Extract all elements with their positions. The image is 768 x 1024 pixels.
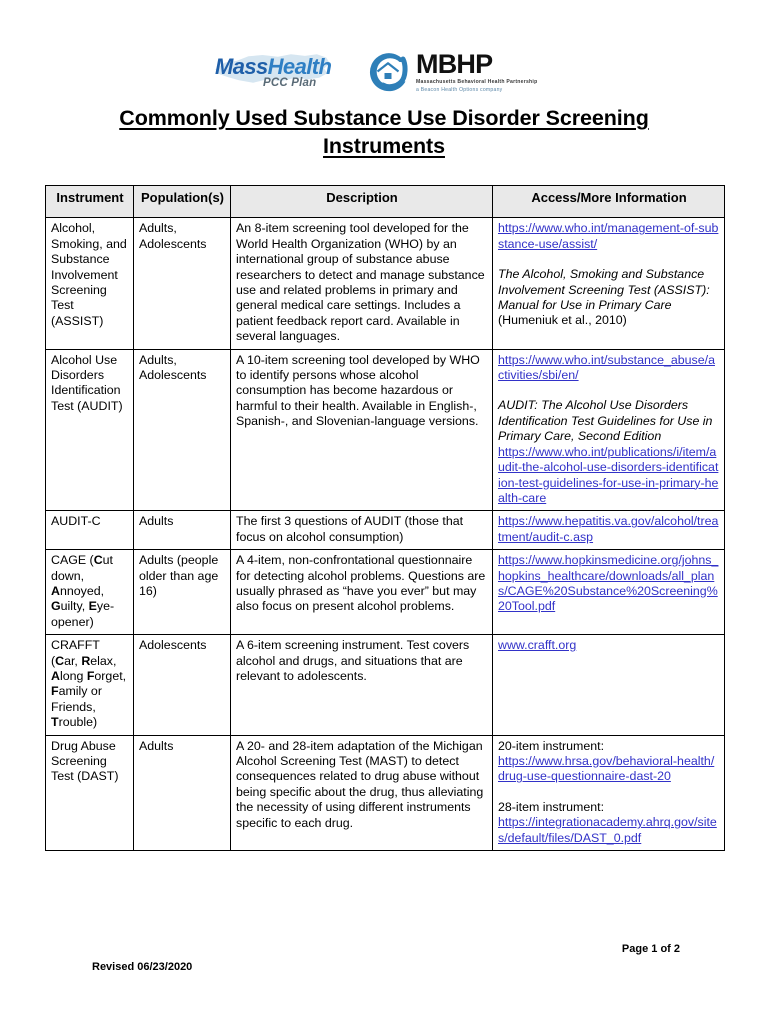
cell-access	[493, 735, 725, 850]
cell-instrument: Alcohol, Smoking, and Substance Involvement Screening Test (ASSIST)	[46, 218, 134, 349]
masshealth-word-part1: Mass	[215, 54, 268, 79]
cell-description: An 8-item screening tool developed for the World Health Organization (WHO) by an international group of substance abuse researchers to detect and manage substance use and related problems in primary and general medical care settings. Includes a patient feedback report card. Available in several languages.	[231, 218, 493, 349]
table-row	[46, 511, 725, 550]
masshealth-subtitle: PCC Plan	[263, 77, 317, 89]
instrument-text-fragment: uilty,	[60, 599, 89, 614]
mbhp-text-block	[416, 50, 537, 94]
access-link-1[interactable]: https://www.who.int/management-of-substance-use/assist/	[498, 221, 719, 251]
cell-description: A 6-item screening instrument. Test covers alcohol and drugs, and situations that are relevant to adolescents.	[231, 635, 493, 735]
access-link-2[interactable]: https://integrationacademy.ahrq.gov/sites/default/files/DAST_0.pdf	[498, 815, 717, 845]
instrument-acronym-letter: E	[88, 599, 97, 614]
masshealth-logo	[207, 48, 339, 96]
screening-instruments-table-wrapper	[45, 185, 724, 851]
screening-instruments-table	[45, 185, 725, 851]
instrument-acronym-letter: C	[55, 653, 65, 668]
cell-population: Adults	[134, 511, 231, 550]
instrument-text-fragment: CRAFFT (	[51, 638, 100, 668]
column-header-population: Population(s)	[134, 186, 231, 218]
cell-description: A 10-item screening tool developed by WHO to identify persons whose alcohol consumption has become hazardous or harmful to their health. Available in English-, Spanish-, and Slovenian-language versions.	[231, 349, 493, 511]
instrument-text-fragment: nnoyed,	[59, 583, 105, 598]
cell-access	[493, 349, 725, 511]
access-citation-italic: AUDIT: The Alcohol Use Disorders Identification Test Guidelines for Use in Primary Care, Second Edition	[498, 398, 713, 444]
instrument-text-fragment: ye-opener)	[51, 599, 115, 629]
access-citation-plain: (Humeniuk et al., 2010)	[498, 313, 627, 328]
revised-date: Revised 06/23/2020	[92, 961, 193, 973]
column-header-instrument: Instrument	[46, 186, 134, 218]
spacer	[498, 383, 720, 398]
instrument-acronym-letter: A	[51, 583, 60, 598]
table-row	[46, 550, 725, 635]
cell-population: Adults, Adolescents	[134, 349, 231, 511]
access-link-1[interactable]: https://www.hrsa.gov/behavioral-health/drug-use-questionnaire-dast-20	[498, 754, 715, 784]
mbhp-wordmark: MBHP	[416, 49, 493, 79]
instrument-text-fragment: ut down,	[51, 553, 113, 583]
column-header-description: Description	[231, 186, 493, 218]
column-header-access: Access/More Information	[493, 186, 725, 218]
cell-instrument: AUDIT-C	[46, 511, 134, 550]
instrument-text-fragment: rouble)	[58, 715, 98, 730]
access-label-2: 28-item instrument:	[498, 799, 605, 814]
spacer	[498, 252, 720, 267]
page-title-line-2: Instruments	[323, 134, 445, 158]
mbhp-swoosh-house-icon	[365, 49, 411, 95]
instrument-text-fragment: ar,	[64, 653, 82, 668]
mbhp-logo	[365, 47, 561, 97]
cell-population: Adults, Adolescents	[134, 218, 231, 349]
cell-instrument	[46, 635, 134, 735]
instrument-acronym-letter: R	[81, 653, 91, 668]
table-row	[46, 635, 725, 735]
access-link-1[interactable]: https://www.who.int/substance_abuse/activities/sbi/en/	[498, 352, 715, 383]
instrument-text-fragment: amily or Friends,	[51, 684, 102, 714]
access-label-1: 20-item instrument:	[498, 738, 605, 753]
cell-description: A 4-item, non-confrontational questionnaire for detecting alcohol problems. Questions are usually phrased as “have you ever” but may also focus on present alcohol problems.	[231, 550, 493, 635]
cell-instrument: Drug Abuse Screening Test (DAST)	[46, 735, 134, 850]
instrument-acronym-letter: A	[51, 668, 60, 683]
instrument-text-fragment: orget,	[94, 668, 127, 683]
masshealth-word-part2: Health	[267, 54, 332, 79]
cell-description: The first 3 questions of AUDIT (those that focus on alcohol consumption)	[231, 511, 493, 550]
instrument-text-fragment: CAGE (	[51, 553, 94, 568]
table-row	[46, 349, 725, 511]
access-link-1[interactable]: www.crafft.org	[498, 638, 577, 653]
cell-description: A 20- and 28-item adaptation of the Michigan Alcohol Screening Test (MAST) to detect consequences related to drug abuse without being specific about the drug, thus alleviating the necessity of using different instruments specific to each drug.	[231, 735, 493, 850]
logo-band	[0, 44, 768, 100]
access-link-1[interactable]: https://www.hopkinsmedicine.org/johns_hopkins_healthcare/downloads/all_plans/CAGE%20Substance%20Screening%20Tool.pdf	[498, 553, 719, 614]
instrument-acronym-letter: F	[86, 668, 95, 683]
access-link-1[interactable]: https://www.hepatitis.va.gov/alcohol/treatment/audit-c.asp	[498, 514, 719, 544]
access-link-2[interactable]: https://www.who.int/publications/i/item/audit-the-alcohol-use-disorders-identification-test-guidelines-for-use-in-primary-health-care	[498, 444, 719, 505]
cell-population: Adolescents	[134, 635, 231, 735]
instrument-text-fragment: elax,	[90, 653, 117, 668]
instrument-acronym-letter: G	[51, 599, 61, 614]
table-row	[46, 735, 725, 850]
instrument-acronym-letter: T	[51, 715, 59, 730]
cell-population: Adults	[134, 735, 231, 850]
instrument-text-fragment: long	[59, 668, 87, 683]
table-row	[46, 218, 725, 349]
mbhp-tagline-1: Massachusetts Behavioral Health Partnership	[416, 79, 538, 85]
table-body	[46, 218, 725, 851]
cell-instrument	[46, 550, 134, 635]
cell-access	[493, 218, 725, 349]
page-title	[52, 104, 716, 160]
access-citation-italic: The Alcohol, Smoking and Substance Involvement Screening Test (ASSIST): Manual for Use in Primary Care	[498, 267, 710, 313]
cell-access	[493, 635, 725, 735]
table-header-row	[46, 186, 725, 218]
cell-access	[493, 511, 725, 550]
page-title-line-1: Commonly Used Substance Use Disorder Screening	[119, 106, 649, 130]
instrument-acronym-letter: F	[51, 684, 59, 699]
spacer	[498, 785, 720, 800]
cell-instrument: Alcohol Use Disorders Identification Test (AUDIT)	[46, 349, 134, 511]
cell-population: Adults (people older than age 16)	[134, 550, 231, 635]
mbhp-tagline-2: a Beacon Health Options company	[416, 87, 503, 93]
page-number: Page 1 of 2	[621, 943, 680, 955]
cell-access	[493, 550, 725, 635]
instrument-acronym-letter: C	[93, 553, 103, 568]
